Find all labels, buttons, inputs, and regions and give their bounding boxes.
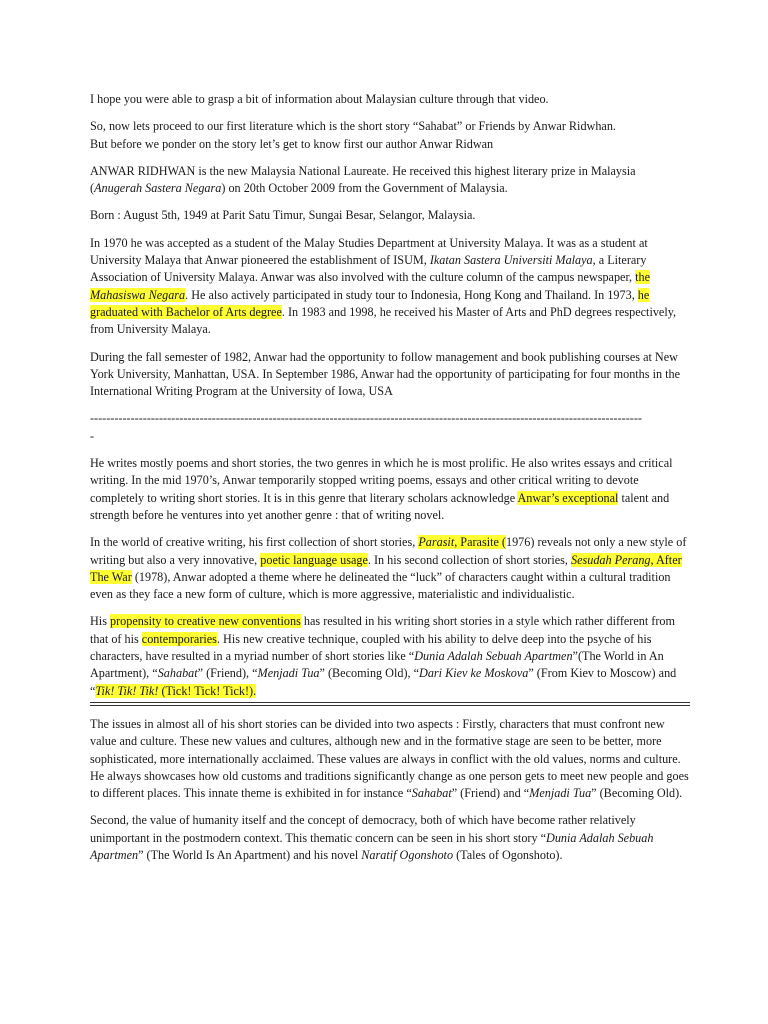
laureate-paragraph: ANWAR RIDHWAN is the new Malaysia National Laureate. He received this highest literary prize in Malaysia (Anugerah Sastera Negara) on 20th October 2009 from the Government of Malaysia. [90,163,636,196]
intro-paragraph: I hope you were able to grasp a bit of information about Malaysian culture through that video. [90,92,549,106]
creative-writing-paragraph: In the world of creative writing, his first collection of short stories, Parasit, Parasite (1976) reveals not only a new style of writing but also a very innovative, poetic language usage. In his second collection of short stories, Sesudah Perang, After The War (1978), Anwar adopted a theme where he delineated the “luck” of characters caught within a cultural tradition even as they face a new form of culture, which is more aggressive, materialistic and individualistic. [90,535,687,602]
highlight-propensity: propensity to creative new conventions [109,614,301,629]
proceed-paragraph: So, now lets proceed to our first literature which is the short story “Sahabat” or Friends by Anwar Ridwhan. But before we ponder on the story let’s get to know first our author Anwar Ridwan [90,119,616,151]
highlight-exceptional: Anwar’s exceptional [517,490,619,505]
humanity-paragraph: Second, the value of humanity itself and the concept of democracy, both of which have become rather relatively unimportant in the postmodern context. This thematic concern can be seen in his short story “Dunia Adalah Sebuah Apartmen” (The World Is An Apartment) and his novel Naratif Ogonshoto (Tales of Ogonshoto). [90,813,654,862]
issues-paragraph: The issues in almost all of his short stories can be divided into two aspects : Firstly, characters that must confront new value and culture. These new values and cultures, although new and in the formative stage are seen to be better, more sophisticated, more internationally acclaimed. These values are always in conflict with the old values, norms and culture. He always showcases how old customs and traditions significantly change as one person gets to meet new people and goes to different places. This innate theme is exhibited in for instance “Sahabat” (Friend) and “Menjadi Tua” (Becoming Old). [90,716,689,801]
highlight-contemporaries: contemporaries [141,631,217,646]
double-rule-divider [90,702,690,706]
genres-paragraph: He writes mostly poems and short stories, the two genres in which he is most prolific. He also writes essays and critical writing. In the mid 1970’s, Anwar temporarily stopped writing poems, essays and other critical writing to devote completely to writing short stories. It is in this genre that literary scholars acknowledge Anwar’s exceptional talent and strength before he ventures into yet another genre : that of writing novel. [90,456,673,522]
highlight-poetic: poetic language usage [260,552,368,567]
nyu-paragraph: During the fall semester of 1982, Anwar had the opportunity to follow management and book publishing courses at New York University, Manhattan, USA. In September 1986, Anwar had the opportunity of participating for four months in the International Writing Program at the University of Iowa, USA [90,349,680,399]
highlight-sesudah-perang: Sesudah Perang, After The War [90,552,682,584]
born-paragraph: Born : August 5th, 1949 at Parit Satu Timur, Sungai Besar, Selangor, Malaysia. [90,208,476,223]
document-page [90,91,690,874]
highlight-parasit: Parasit, Parasite ( [418,535,506,550]
highlight-graduated: he graduated with Bachelor of Arts degree [90,287,650,319]
highlight-tik-tik-tik: Tik! Tik! Tik! (Tick! Tick! Tick!). [95,683,257,698]
propensity-paragraph: His propensity to creative new conventions has resulted in his writing short stories in a style which rather different from that of his contemporaries. His new creative technique, coupled with his ability to delve deep into the psyche of his characters, have resulted in a myriad number of short stories like “Dunia Adalah Sebuah Apartmen”(The World in An Apartment), “Sahabat” (Friend), “Menjadi Tua” (Becoming Old), “Dari Kiev ke Moskova” (From Kiev to Moscow) and “Tik! Tik! Tik! (Tick! Tick! Tick!). [90,614,677,698]
highlight-mahasiswa: the Mahasiswa Negara [90,270,651,302]
dashed-divider: ---------------------------------------------------------------------------------------------------------------------------------------- - [90,411,642,443]
education-paragraph: In 1970 he was accepted as a student of the Malay Studies Department at University Malaya. It was as a student at University Malaya that Anwar pioneered the establishment of ISUM, Ikatan Sastera Universiti Malaya, a Literary Association of University Malaya. Anwar was also involved with the culture column of the campus newspaper, the Mahasiswa Negara. He also actively participated in study tour to Indonesia, Hong Kong and Thailand. In 1973, he graduated with Bachelor of Arts degree. In 1983 and 1998, he received his Master of Arts and PhD degrees respectively, from University Malaya. [90,235,677,337]
